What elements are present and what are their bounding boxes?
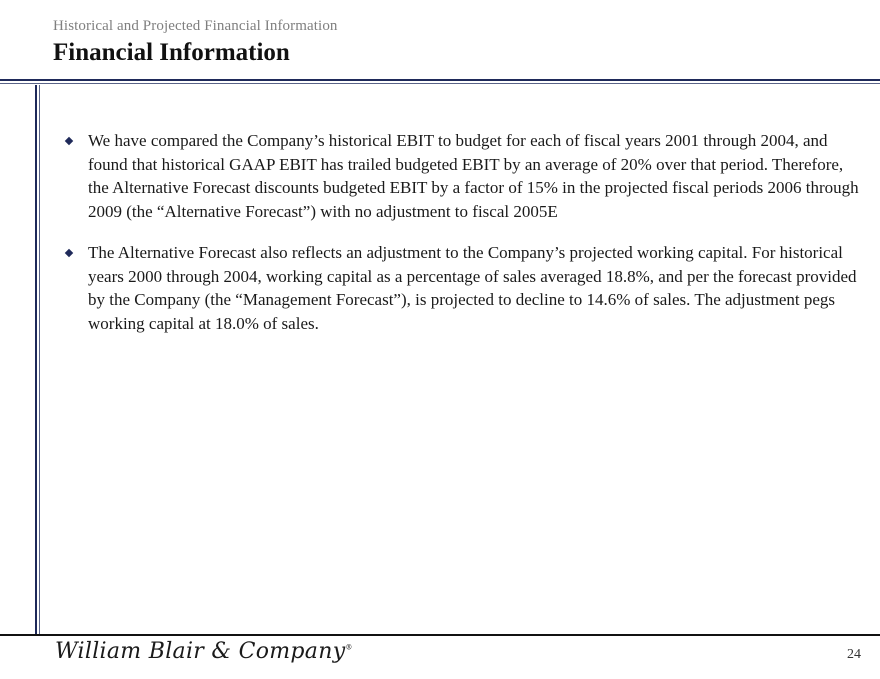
top-rule-thick xyxy=(0,79,880,81)
logo-text: William Blair & Company xyxy=(55,639,346,664)
bullet-item-ebit xyxy=(66,129,866,223)
bottom-rule xyxy=(0,634,880,636)
side-rule-thin xyxy=(39,85,40,635)
bullet-text: The Alternative Forecast also reflects an adjustment to the Company’s projected working capital. For historical years 2000 through 2004, working capital as a percentage of sales averaged 18.8%, and per the forecast provided by the Company (the “Management Forecast”), is projected to decline to 14.6% of sales. The adjustment pegs working capital at 18.0% of sales. xyxy=(88,243,857,333)
bullet-text: We have compared the Company’s historical EBIT to budget for each of fiscal years 2001 through 2004, and found that historical GAAP EBIT has trailed budgeted EBIT by an average of 20% over that period. Therefore, the Alternative Forecast discounts budgeted EBIT by a factor of 15% in the projected fiscal periods 2006 through 2009 (the “Alternative Forecast”) with no adjustment to fiscal 2005E xyxy=(88,131,859,221)
company-logo xyxy=(55,639,353,664)
bullet-item-working-capital xyxy=(66,241,866,335)
side-rule-thick xyxy=(35,85,37,635)
registered-mark: ® xyxy=(345,643,353,652)
header-kicker: Historical and Projected Financial Information xyxy=(53,18,338,34)
diamond-bullet-icon xyxy=(65,249,73,257)
top-rule-thin xyxy=(0,83,880,84)
diamond-bullet-icon xyxy=(65,137,73,145)
content-area xyxy=(66,129,866,353)
page-number: 24 xyxy=(847,647,861,662)
page-title: Financial Information xyxy=(53,39,290,66)
